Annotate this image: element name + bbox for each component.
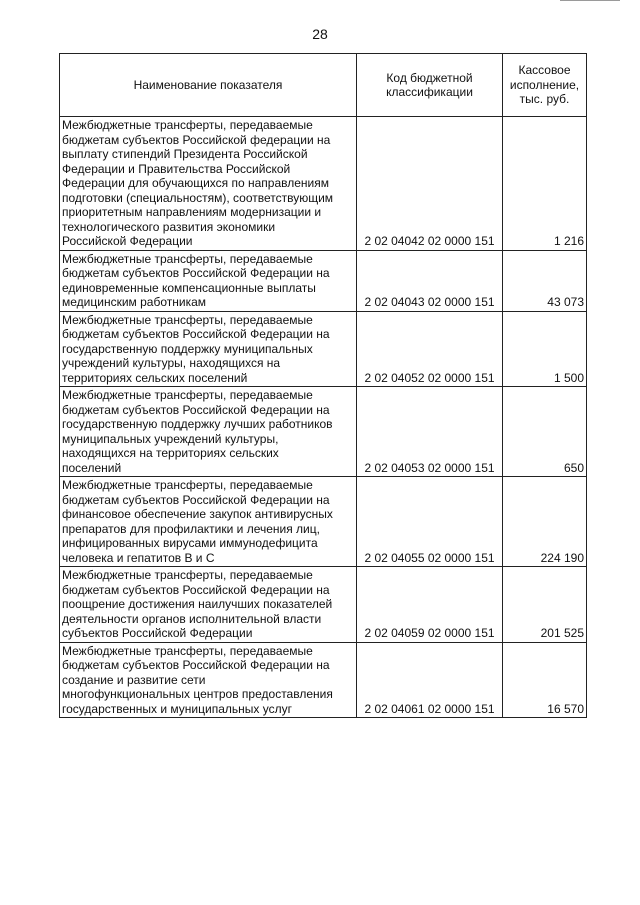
cash-execution-cell: 201 525 [503,567,587,643]
header-cash-execution [503,54,587,117]
table-header-row [60,54,587,117]
text-line: Федерации и Правительства Российской [62,161,291,176]
text-line: деятельности органов исполнительной власти [62,611,322,626]
budget-code-cell: 2 02 04059 02 0000 151 [357,567,503,643]
budget-code-cell: 2 02 04052 02 0000 151 [357,311,503,387]
header-indicator-name [60,54,357,117]
budget-code-cell: 2 02 04055 02 0000 151 [357,477,503,567]
cash-execution-cell: 16 570 [503,642,587,718]
text-line: Кассовое [518,63,571,78]
text-line: Межбюджетные трансферты, передаваемые [62,568,313,582]
budget-table [59,53,587,718]
text-line: классификации [386,85,473,99]
text-line: государственную поддержку лучших работников [62,417,333,431]
table-row [60,477,587,567]
budget-code-cell: 2 02 04061 02 0000 151 [357,642,503,718]
indicator-name-cell [60,250,357,311]
text-line: Межбюджетные трансферты, передаваемые [62,118,313,132]
text-line: территориях сельских поселений [62,370,248,385]
table-row [60,250,587,311]
text-line: создание и развитие сети [62,672,206,687]
text-line: бюджетам субъектов Российской Федерации на [62,402,330,417]
text-line: бюджетам субъектов Российской Федерации на [62,327,330,341]
text-line: препаратов для профилактики и лечения лиц, [62,521,320,536]
cash-execution-cell: 1 500 [503,311,587,387]
text-line: выплату стипендий Президента Российской [62,147,308,161]
text-line: Межбюджетные трансферты, передаваемые [62,388,313,402]
text-line: бюджетам субъектов Российской Федерации на [62,492,330,507]
text-line: Код бюджетной [386,70,473,85]
table-row [60,311,587,387]
text-line: государственную поддержку муниципальных [62,341,313,356]
budget-code-cell: 2 02 04043 02 0000 151 [357,250,503,311]
text-line: подготовки (специальностям), соответствующим [62,190,334,205]
text-line: муниципальных учреждений культуры, [62,431,279,446]
text-line: бюджетам субъектов Российской федерации на [62,132,331,147]
header-budget-code [357,54,503,117]
text-line: поощрение достижения наилучших показателей [62,597,333,611]
text-line: финансовое обеспечение закупок антивирусных [62,507,333,521]
cash-execution-cell: 650 [503,387,587,477]
text-line: Федерации для обучающихся по направлениям [62,176,329,190]
text-line: исполнение, [509,77,580,92]
text-line: многофункциональных центров предоставления [62,687,333,701]
text-line: человека и гепатитов В и С [62,550,215,565]
indicator-name-cell [60,642,357,718]
indicator-name-cell [60,117,357,251]
table-row [60,387,587,477]
text-line: Российской Федерации [62,234,193,248]
text-line: единовременные компенсационные выплаты [62,280,316,295]
cash-execution-cell: 1 216 [503,117,587,251]
table-row [60,117,587,251]
text-line: тыс. руб. [519,92,570,107]
text-line: государственных и муниципальных услуг [62,701,292,716]
indicator-name-cell [60,567,357,643]
text-line: технологического развития экономики [62,219,276,234]
text-line: бюджетам субъектов Российской Федерации на [62,658,330,672]
text-line: поселений [62,460,122,475]
cash-execution-cell: 224 190 [503,477,587,567]
budget-code-cell: 2 02 04042 02 0000 151 [357,117,503,251]
indicator-name-cell [60,387,357,477]
cash-execution-cell: 43 073 [503,250,587,311]
page-corner-line [560,0,620,1]
text-line: бюджетам субъектов Российской Федерации на [62,582,330,597]
table-row [60,642,587,718]
table-row [60,567,587,643]
indicator-name-cell [60,477,357,567]
text-line: Межбюджетные трансферты, передаваемые [62,251,313,266]
text-line: находящихся на территориях сельских [62,446,279,460]
text-line: Межбюджетные трансферты, передаваемые [62,312,313,327]
text-line: учреждений культуры, находящихся на [62,356,281,370]
table-body [60,117,587,718]
text-line: Межбюджетные трансферты, передаваемые [62,643,313,658]
text-line: субъектов Российской Федерации [62,626,253,640]
indicator-name-cell [60,311,357,387]
text-line: приоритетным направлениям модернизации и [62,205,322,219]
text-line: бюджетам субъектов Российской Федерации на [62,266,330,280]
budget-code-cell: 2 02 04053 02 0000 151 [357,387,503,477]
text-line: инфицированных вирусами иммунодефицита [62,536,318,550]
text-line: Наименование показателя [133,77,283,92]
text-line: медицинским работникам [62,295,206,309]
page-number: 28 [312,26,328,42]
text-line: Межбюджетные трансферты, передаваемые [62,478,313,492]
